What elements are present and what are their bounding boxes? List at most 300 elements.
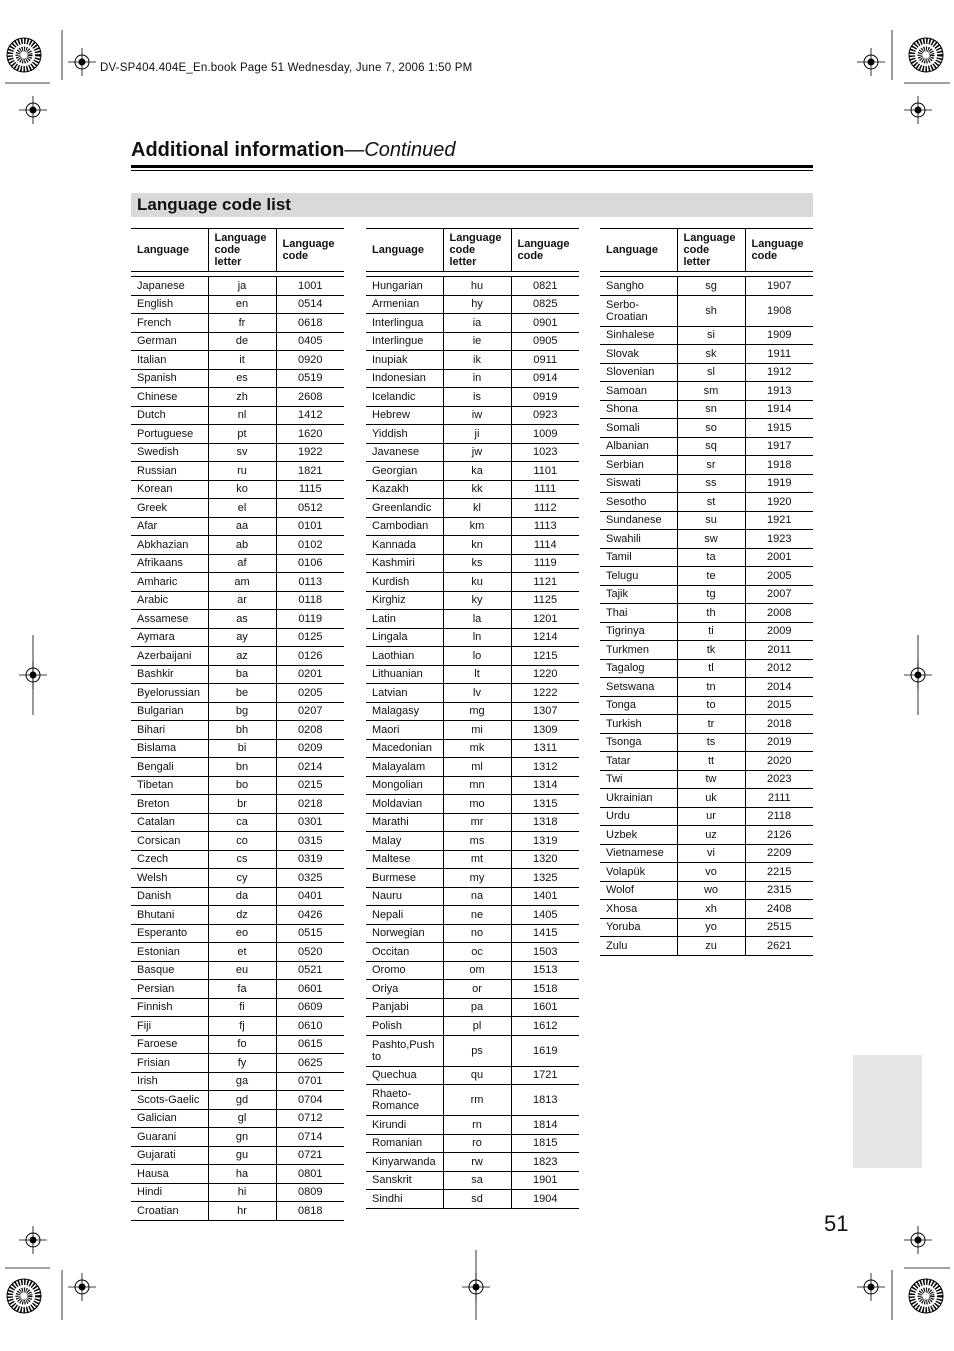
letter-cell: kk — [443, 480, 511, 499]
language-cell: Portuguese — [131, 425, 208, 444]
code-cell: 0519 — [276, 369, 344, 388]
language-table-1 — [131, 228, 344, 1221]
language-cell: Thai — [600, 604, 677, 623]
letter-cell: sd — [443, 1190, 511, 1209]
code-cell: 2515 — [745, 918, 813, 937]
language-cell: Sundanese — [600, 511, 677, 530]
code-cell: 1821 — [276, 462, 344, 481]
table-row — [131, 295, 344, 314]
letter-cell: tk — [677, 641, 745, 660]
letter-cell: ml — [443, 758, 511, 777]
code-cell: 0101 — [276, 517, 344, 536]
letter-cell: ik — [443, 351, 511, 370]
language-cell: Estonian — [131, 943, 208, 962]
code-cell: 0714 — [276, 1128, 344, 1147]
language-cell: Hebrew — [366, 406, 443, 425]
letter-cell: ba — [208, 665, 276, 684]
table-row — [366, 1017, 579, 1036]
language-cell: Tamil — [600, 548, 677, 567]
table-row — [366, 536, 579, 555]
code-cell: 2023 — [745, 770, 813, 789]
letter-cell: ts — [677, 733, 745, 752]
letter-cell: km — [443, 517, 511, 536]
language-cell: Persian — [131, 980, 208, 999]
code-cell: 1913 — [745, 382, 813, 401]
letter-cell: zh — [208, 388, 276, 407]
language-cell: Siswati — [600, 474, 677, 493]
letter-cell: kl — [443, 499, 511, 518]
language-cell: Russian — [131, 462, 208, 481]
language-cell: Danish — [131, 887, 208, 906]
letter-cell: om — [443, 961, 511, 980]
language-cell: Bashkir — [131, 665, 208, 684]
language-cell: Dutch — [131, 406, 208, 425]
letter-cell: ro — [443, 1134, 511, 1153]
table-row — [600, 567, 813, 586]
language-cell: Czech — [131, 850, 208, 869]
table-row — [131, 795, 344, 814]
table-row — [366, 480, 579, 499]
language-cell: Volapük — [600, 863, 677, 882]
table-row — [366, 499, 579, 518]
table-row — [366, 1190, 579, 1209]
letter-cell: ka — [443, 462, 511, 481]
letter-cell: br — [208, 795, 276, 814]
code-cell: 1415 — [511, 924, 579, 943]
language-cell: Latvian — [366, 684, 443, 703]
table-row — [366, 906, 579, 925]
code-cell: 0818 — [276, 1202, 344, 1221]
code-cell: 2007 — [745, 585, 813, 604]
code-cell: 0208 — [276, 721, 344, 740]
letter-cell: sn — [677, 400, 745, 419]
letter-cell: gn — [208, 1128, 276, 1147]
table-row — [366, 369, 579, 388]
language-cell: Spanish — [131, 369, 208, 388]
letter-cell: mr — [443, 813, 511, 832]
table-row — [366, 832, 579, 851]
code-cell: 0325 — [276, 869, 344, 888]
language-cell: Corsican — [131, 832, 208, 851]
letter-cell: vi — [677, 844, 745, 863]
letter-cell: mo — [443, 795, 511, 814]
code-cell: 1115 — [276, 480, 344, 499]
language-cell: Breton — [131, 795, 208, 814]
code-cell: 0205 — [276, 684, 344, 703]
letter-cell: bn — [208, 758, 276, 777]
code-cell: 1503 — [511, 943, 579, 962]
language-cell: Polish — [366, 1017, 443, 1036]
code-cell: 0609 — [276, 998, 344, 1017]
letter-cell: rw — [443, 1153, 511, 1172]
code-cell: 0520 — [276, 943, 344, 962]
code-cell: 2012 — [745, 659, 813, 678]
language-cell: Nauru — [366, 887, 443, 906]
code-cell: 1112 — [511, 499, 579, 518]
language-cell: Interlingue — [366, 332, 443, 351]
code-cell: 1314 — [511, 776, 579, 795]
table-row — [366, 1116, 579, 1135]
language-cell: Galician — [131, 1109, 208, 1128]
language-cell: Latin — [366, 610, 443, 629]
table-row — [600, 937, 813, 956]
code-cell: 2118 — [745, 807, 813, 826]
letter-cell: ha — [208, 1165, 276, 1184]
letter-cell: mg — [443, 702, 511, 721]
code-cell: 0721 — [276, 1146, 344, 1165]
code-cell: 1319 — [511, 832, 579, 851]
table-row — [366, 277, 579, 296]
letter-cell: nl — [208, 406, 276, 425]
language-cell: Welsh — [131, 869, 208, 888]
code-cell: 0914 — [511, 369, 579, 388]
table-row — [131, 1183, 344, 1202]
table-row — [600, 493, 813, 512]
language-cell: Tigrinya — [600, 622, 677, 641]
table-row — [131, 1109, 344, 1128]
letter-cell: en — [208, 295, 276, 314]
letter-cell: fa — [208, 980, 276, 999]
language-cell: Tajik — [600, 585, 677, 604]
letter-cell: ss — [677, 474, 745, 493]
language-cell: Assamese — [131, 610, 208, 629]
code-cell: 0521 — [276, 961, 344, 980]
code-cell: 2009 — [745, 622, 813, 641]
letter-cell: ji — [443, 425, 511, 444]
code-cell: 2014 — [745, 678, 813, 697]
table-row — [131, 573, 344, 592]
table-row — [366, 684, 579, 703]
code-cell: 2315 — [745, 881, 813, 900]
table-row — [600, 863, 813, 882]
page-number: 51 — [824, 1211, 849, 1236]
code-cell: 0625 — [276, 1054, 344, 1073]
language-cell: Yoruba — [600, 918, 677, 937]
language-cell: Kannada — [366, 536, 443, 555]
letter-cell: ar — [208, 591, 276, 610]
code-cell: 1111 — [511, 480, 579, 499]
code-cell: 0712 — [276, 1109, 344, 1128]
language-cell: Amharic — [131, 573, 208, 592]
code-cell: 1918 — [745, 456, 813, 475]
letter-cell: sh — [677, 295, 745, 326]
letter-cell: hr — [208, 1202, 276, 1221]
table-row — [131, 351, 344, 370]
language-cell: Yiddish — [366, 425, 443, 444]
language-cell: Marathi — [366, 813, 443, 832]
language-cell: Rhaeto-Romance — [366, 1085, 443, 1116]
table-row — [131, 702, 344, 721]
table-row — [131, 1128, 344, 1147]
table-row — [366, 887, 579, 906]
language-cell: Bulgarian — [131, 702, 208, 721]
letter-cell: fi — [208, 998, 276, 1017]
letter-cell: mn — [443, 776, 511, 795]
header-letter: Language code letter — [208, 229, 276, 272]
letter-cell: el — [208, 499, 276, 518]
letter-cell: vo — [677, 863, 745, 882]
letter-cell: in — [443, 369, 511, 388]
table-row — [366, 850, 579, 869]
letter-cell: gl — [208, 1109, 276, 1128]
table-row — [600, 345, 813, 364]
heading-rule-thin — [131, 170, 813, 171]
table-row — [366, 647, 579, 666]
table-row — [131, 480, 344, 499]
letter-cell: cy — [208, 869, 276, 888]
letter-cell: co — [208, 832, 276, 851]
table-row — [600, 326, 813, 345]
language-cell: Gujarati — [131, 1146, 208, 1165]
letter-cell: et — [208, 943, 276, 962]
language-cell: Azerbaijani — [131, 647, 208, 666]
language-cell: Georgian — [366, 462, 443, 481]
letter-cell: sg — [677, 277, 745, 296]
book-info-line: DV-SP404.404E_En.book Page 51 Wednesday, June 7, 2006 1:50 PM — [100, 62, 473, 74]
language-cell: Kazakh — [366, 480, 443, 499]
letter-cell: fy — [208, 1054, 276, 1073]
letter-cell: as — [208, 610, 276, 629]
code-cell: 1220 — [511, 665, 579, 684]
table-row — [366, 314, 579, 333]
letter-cell: uk — [677, 789, 745, 808]
letter-cell: ab — [208, 536, 276, 555]
table-row — [600, 400, 813, 419]
language-cell: Indonesian — [366, 369, 443, 388]
code-cell: 0618 — [276, 314, 344, 333]
language-cell: Byelorussian — [131, 684, 208, 703]
letter-cell: ku — [443, 573, 511, 592]
table-row — [131, 425, 344, 444]
letter-cell: or — [443, 980, 511, 999]
code-cell: 0119 — [276, 610, 344, 629]
table-row — [366, 721, 579, 740]
code-cell: 2111 — [745, 789, 813, 808]
letter-cell: de — [208, 332, 276, 351]
letter-cell: ti — [677, 622, 745, 641]
letter-cell: tg — [677, 585, 745, 604]
header-code: Language code — [511, 229, 579, 272]
letter-cell: ay — [208, 628, 276, 647]
letter-cell: tt — [677, 752, 745, 771]
letter-cell: hy — [443, 295, 511, 314]
letter-cell: mt — [443, 850, 511, 869]
code-cell: 2608 — [276, 388, 344, 407]
letter-cell: af — [208, 554, 276, 573]
table-row — [600, 622, 813, 641]
table-row — [366, 795, 579, 814]
table-row — [600, 295, 813, 326]
language-cell: Nepali — [366, 906, 443, 925]
code-cell: 1309 — [511, 721, 579, 740]
language-cell: Irish — [131, 1072, 208, 1091]
table-row — [600, 844, 813, 863]
code-cell: 1620 — [276, 425, 344, 444]
language-cell: Bhutani — [131, 906, 208, 925]
table-row — [366, 610, 579, 629]
code-cell: 0615 — [276, 1035, 344, 1054]
table-row — [131, 277, 344, 296]
letter-cell: zu — [677, 937, 745, 956]
table-row — [600, 752, 813, 771]
language-cell: Tsonga — [600, 733, 677, 752]
language-cell: Basque — [131, 961, 208, 980]
letter-cell: bh — [208, 721, 276, 740]
code-cell: 2215 — [745, 863, 813, 882]
code-cell: 0911 — [511, 351, 579, 370]
code-cell: 2018 — [745, 715, 813, 734]
language-cell: Romanian — [366, 1134, 443, 1153]
language-cell: Mongolian — [366, 776, 443, 795]
code-cell: 2011 — [745, 641, 813, 660]
table-row — [600, 678, 813, 697]
language-cell: Malagasy — [366, 702, 443, 721]
language-cell: Occitan — [366, 943, 443, 962]
language-cell: Aymara — [131, 628, 208, 647]
letter-cell: ln — [443, 628, 511, 647]
code-cell: 1912 — [745, 363, 813, 382]
language-cell: Ukrainian — [600, 789, 677, 808]
code-cell: 1901 — [511, 1171, 579, 1190]
table-row — [366, 295, 579, 314]
table-row — [131, 647, 344, 666]
letter-cell: oc — [443, 943, 511, 962]
letter-cell: fr — [208, 314, 276, 333]
table-row — [131, 998, 344, 1017]
code-cell: 0209 — [276, 739, 344, 758]
language-cell: Kashmiri — [366, 554, 443, 573]
table-row — [600, 789, 813, 808]
table-row — [131, 776, 344, 795]
language-cell: Armenian — [366, 295, 443, 314]
letter-cell: sq — [677, 437, 745, 456]
letter-cell: sm — [677, 382, 745, 401]
letter-cell: si — [677, 326, 745, 345]
code-cell: 1922 — [276, 443, 344, 462]
language-cell: Catalan — [131, 813, 208, 832]
letter-cell: ks — [443, 554, 511, 573]
letter-cell: ru — [208, 462, 276, 481]
header-code: Language code — [276, 229, 344, 272]
code-cell: 1023 — [511, 443, 579, 462]
table-row — [131, 961, 344, 980]
code-cell: 1907 — [745, 277, 813, 296]
table-row — [131, 610, 344, 629]
language-cell: Albanian — [600, 437, 677, 456]
language-cell: Croatian — [131, 1202, 208, 1221]
table-row — [600, 277, 813, 296]
table-row — [366, 758, 579, 777]
letter-cell: ms — [443, 832, 511, 851]
language-cell: Norwegian — [366, 924, 443, 943]
table-row — [600, 900, 813, 919]
table-row — [131, 1054, 344, 1073]
language-cell: Afar — [131, 517, 208, 536]
code-cell: 1915 — [745, 419, 813, 438]
language-cell: Afrikaans — [131, 554, 208, 573]
code-cell: 0218 — [276, 795, 344, 814]
letter-cell: ga — [208, 1072, 276, 1091]
code-cell: 1121 — [511, 573, 579, 592]
table-row — [366, 924, 579, 943]
code-cell: 1923 — [745, 530, 813, 549]
code-cell: 0405 — [276, 332, 344, 351]
table-row — [131, 388, 344, 407]
letter-cell: hu — [443, 277, 511, 296]
language-cell: Arabic — [131, 591, 208, 610]
letter-cell: xh — [677, 900, 745, 919]
code-cell: 2008 — [745, 604, 813, 623]
letter-cell: lo — [443, 647, 511, 666]
code-cell: 0426 — [276, 906, 344, 925]
letter-cell: qu — [443, 1066, 511, 1085]
table-row — [600, 530, 813, 549]
code-cell: 0920 — [276, 351, 344, 370]
code-cell: 0113 — [276, 573, 344, 592]
language-cell: Chinese — [131, 388, 208, 407]
language-cell: Javanese — [366, 443, 443, 462]
letter-cell: yo — [677, 918, 745, 937]
table-row — [131, 739, 344, 758]
table-row — [131, 536, 344, 555]
language-cell: Telugu — [600, 567, 677, 586]
code-cell: 1914 — [745, 400, 813, 419]
letter-cell: it — [208, 351, 276, 370]
language-cell: Burmese — [366, 869, 443, 888]
letter-cell: te — [677, 567, 745, 586]
table-row — [131, 813, 344, 832]
letter-cell: es — [208, 369, 276, 388]
table-row — [131, 665, 344, 684]
table-row — [131, 869, 344, 888]
table-row — [131, 1017, 344, 1036]
code-cell: 1113 — [511, 517, 579, 536]
language-cell: Lithuanian — [366, 665, 443, 684]
header-code: Language code — [745, 229, 813, 272]
code-cell: 0919 — [511, 388, 579, 407]
table-row — [600, 419, 813, 438]
letter-cell: lt — [443, 665, 511, 684]
language-cell: Lingala — [366, 628, 443, 647]
code-cell: 1721 — [511, 1066, 579, 1085]
language-cell: Maori — [366, 721, 443, 740]
code-cell: 0214 — [276, 758, 344, 777]
language-cell: Hausa — [131, 1165, 208, 1184]
code-cell: 0126 — [276, 647, 344, 666]
language-cell: Tibetan — [131, 776, 208, 795]
code-cell: 2015 — [745, 696, 813, 715]
table-row — [600, 770, 813, 789]
code-cell: 1001 — [276, 277, 344, 296]
letter-cell: ky — [443, 591, 511, 610]
letter-cell: wo — [677, 881, 745, 900]
table-row — [131, 499, 344, 518]
language-cell: Bengali — [131, 758, 208, 777]
letter-cell: so — [677, 419, 745, 438]
code-cell: 1412 — [276, 406, 344, 425]
code-cell: 0106 — [276, 554, 344, 573]
code-cell: 2005 — [745, 567, 813, 586]
code-cell: 0401 — [276, 887, 344, 906]
language-cell: Malay — [366, 832, 443, 851]
code-cell: 1904 — [511, 1190, 579, 1209]
letter-cell: bi — [208, 739, 276, 758]
language-cell: Bihari — [131, 721, 208, 740]
language-cell: Oriya — [366, 980, 443, 999]
table-row — [366, 1134, 579, 1153]
code-cell: 1813 — [511, 1085, 579, 1116]
language-cell: Kirundi — [366, 1116, 443, 1135]
